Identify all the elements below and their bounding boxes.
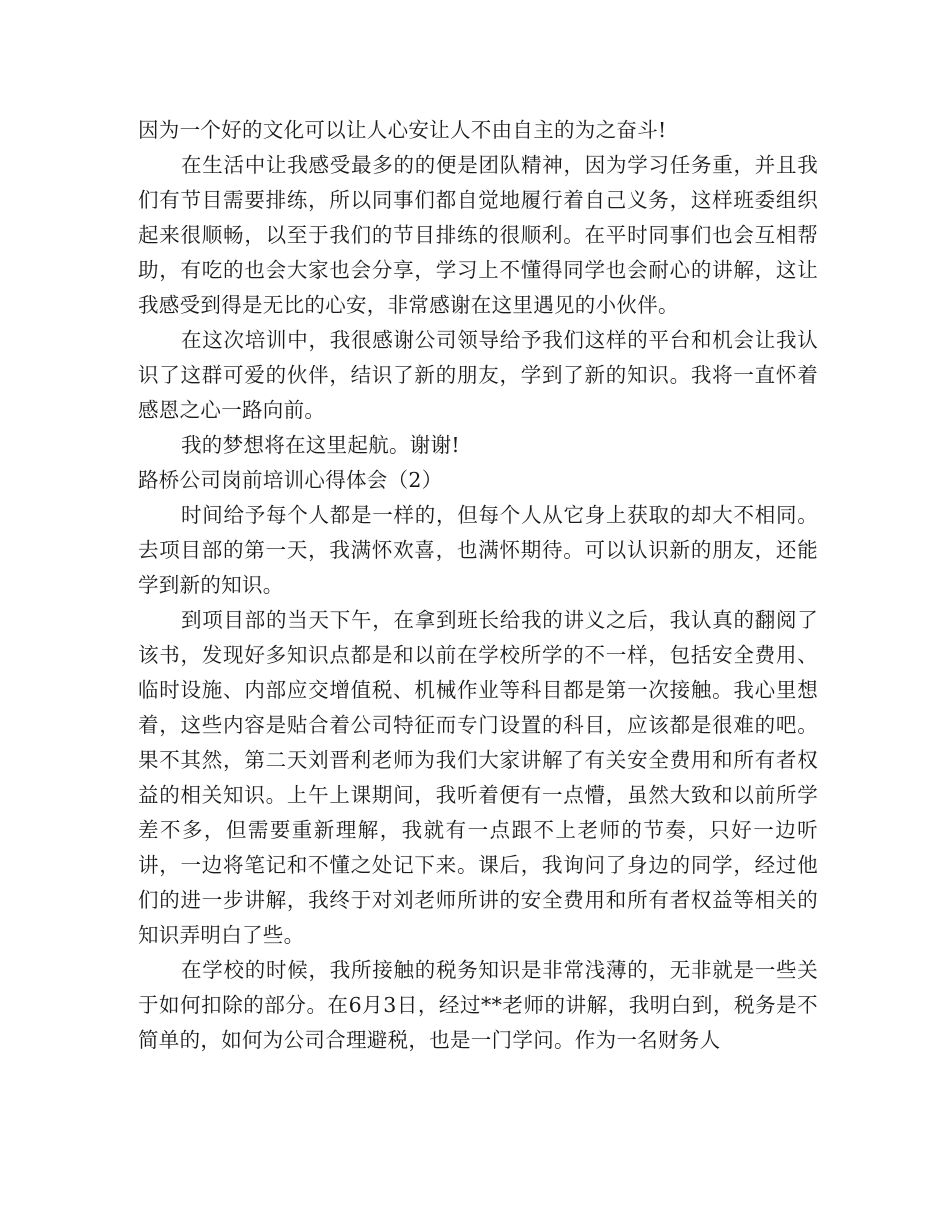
paragraph: 在学校的时候，我所接触的税务知识是非常浅薄的，无非就是一些关于如何扣除的部分。在6月3日，经过**老师的讲解，我明白到，税务是不简单的，如何为公司合理避税，也是一门学问。作为一名财务人	[138, 958, 818, 1052]
paragraph: 在生活中让我感受最多的的便是团队精神，因为学习任务重，并且我们有节目需要排练，所以同事们都自觉地履行着自己义务，这样班委组织起来很顺畅，以至于我们的节目排练的很顺利。在平时同事们也会互相帮助，有吃的也会大家也会分享，学习上不懂得同学也会耐心的讲解，这让我感受到得是无比的心安，非常感谢在这里遇见的小伙伴。	[138, 153, 818, 317]
paragraph: 时间给予每个人都是一样的，但每个人从它身上获取的却大不相同。去项目部的第一天，我满怀欢喜，也满怀期待。可以认识新的朋友，还能学到新的知识。	[138, 503, 818, 597]
section-title: 路桥公司岗前培训心得体会（2）	[138, 468, 443, 492]
document-body	[138, 113, 818, 1058]
paragraph: 我的梦想将在这里起航。谢谢!	[181, 433, 460, 457]
paragraph: 到项目部的当天下午，在拿到班长给我的讲义之后，我认真的翻阅了该书，发现好多知识点都是和以前在学校所学的不一样，包括安全费用、临时设施、内部应交增值税、机械作业等科目都是第一次接触。我心里想着，这些内容是贴合着公司特征而专门设置的科目，应该都是很难的吧。果不其然，第二天刘晋利老师为我们大家讲解了有关安全费用和所有者权益的相关知识。上午上课期间，我听着便有一点懵，虽然大致和以前所学差不多，但需要重新理解，我就有一点跟不上老师的节奏，只好一边听讲，一边将笔记和不懂之处记下来。课后，我询问了身边的同学，经过他们的进一步讲解，我终于对刘老师所讲的安全费用和所有者权益等相关的知识弄明白了些。	[138, 608, 818, 947]
paragraph: 在这次培训中，我很感谢公司领导给予我们这样的平台和机会让我认识了这群可爱的伙伴，结识了新的朋友，学到了新的知识。我将一直怀着感恩之心一路向前。	[138, 328, 818, 422]
paragraph: 因为一个好的文化可以让人心安让人不由自主的为之奋斗!	[138, 118, 667, 142]
